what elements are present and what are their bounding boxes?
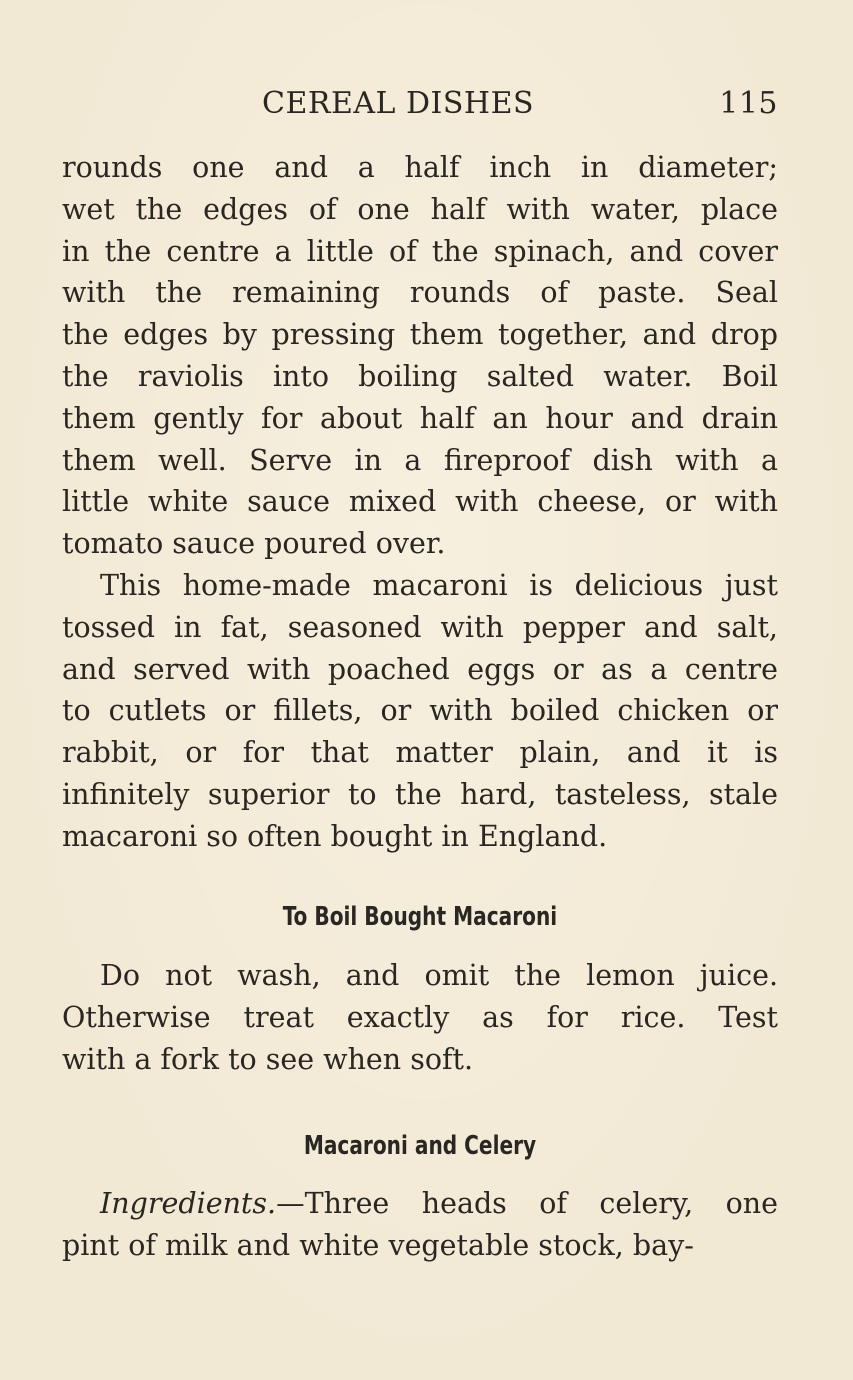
text-line: with the remaining rounds of paste. Seal <box>62 276 778 310</box>
text-line: the edges by pressing them together, and drop <box>62 318 778 352</box>
text-line: macaroni so often bought in England. <box>62 819 608 853</box>
ingredients-label: Ingredients. <box>100 1187 277 1220</box>
paragraph-macaroni-and-celery <box>62 1183 778 1267</box>
text-line: and served with poached eggs or as a centre <box>62 652 778 686</box>
page-header <box>62 86 778 126</box>
paragraph-ravioli-continued <box>62 147 778 565</box>
text-line: pint of milk and white vegetable stock, bay- <box>62 1228 694 1262</box>
text-line: infinitely superior to the hard, tasteless, stale <box>62 777 778 811</box>
text-line: tossed in fat, seasoned with pepper and salt, <box>62 610 778 644</box>
page-number: 115 <box>719 86 778 121</box>
text-line: Otherwise treat exactly as for rice. Test <box>62 1000 778 1034</box>
text-line: little white sauce mixed with cheese, or with <box>62 485 778 519</box>
text-line: tomato sauce poured over. <box>62 527 446 561</box>
text-line: Do not wash, and omit the lemon juice. <box>100 959 778 992</box>
paragraph-boil-bought-macaroni <box>62 955 778 1080</box>
paragraph-home-made-macaroni <box>62 565 778 858</box>
section-heading-macaroni-and-celery: Macaroni and Celery <box>303 1131 537 1161</box>
ingredients-text: —Three heads of celery, one <box>276 1187 778 1220</box>
running-head: CEREAL DISHES <box>262 86 535 121</box>
text-line: with a fork to see when soft. <box>62 1042 474 1076</box>
text-line: wet the edges of one half with water, place <box>62 192 778 226</box>
section-heading-boil-bought-macaroni: To Boil Bought Macaroni <box>282 902 558 932</box>
text-line: This home-made macaroni is delicious just <box>100 569 778 602</box>
text-line: the raviolis into boiling salted water. Boil <box>62 359 778 393</box>
ingredients-line <box>62 1183 778 1225</box>
text-line: them gently for about half an hour and drain <box>62 401 778 435</box>
text-line: them well. Serve in a fireproof dish with a <box>62 443 778 477</box>
text-line: rounds one and a half inch in diameter; <box>62 151 778 184</box>
text-line: in the centre a little of the spinach, and cover <box>62 234 778 268</box>
text-line: to cutlets or fillets, or with boiled chicken or <box>62 694 778 728</box>
text-line: rabbit, or for that matter plain, and it is <box>62 736 778 770</box>
